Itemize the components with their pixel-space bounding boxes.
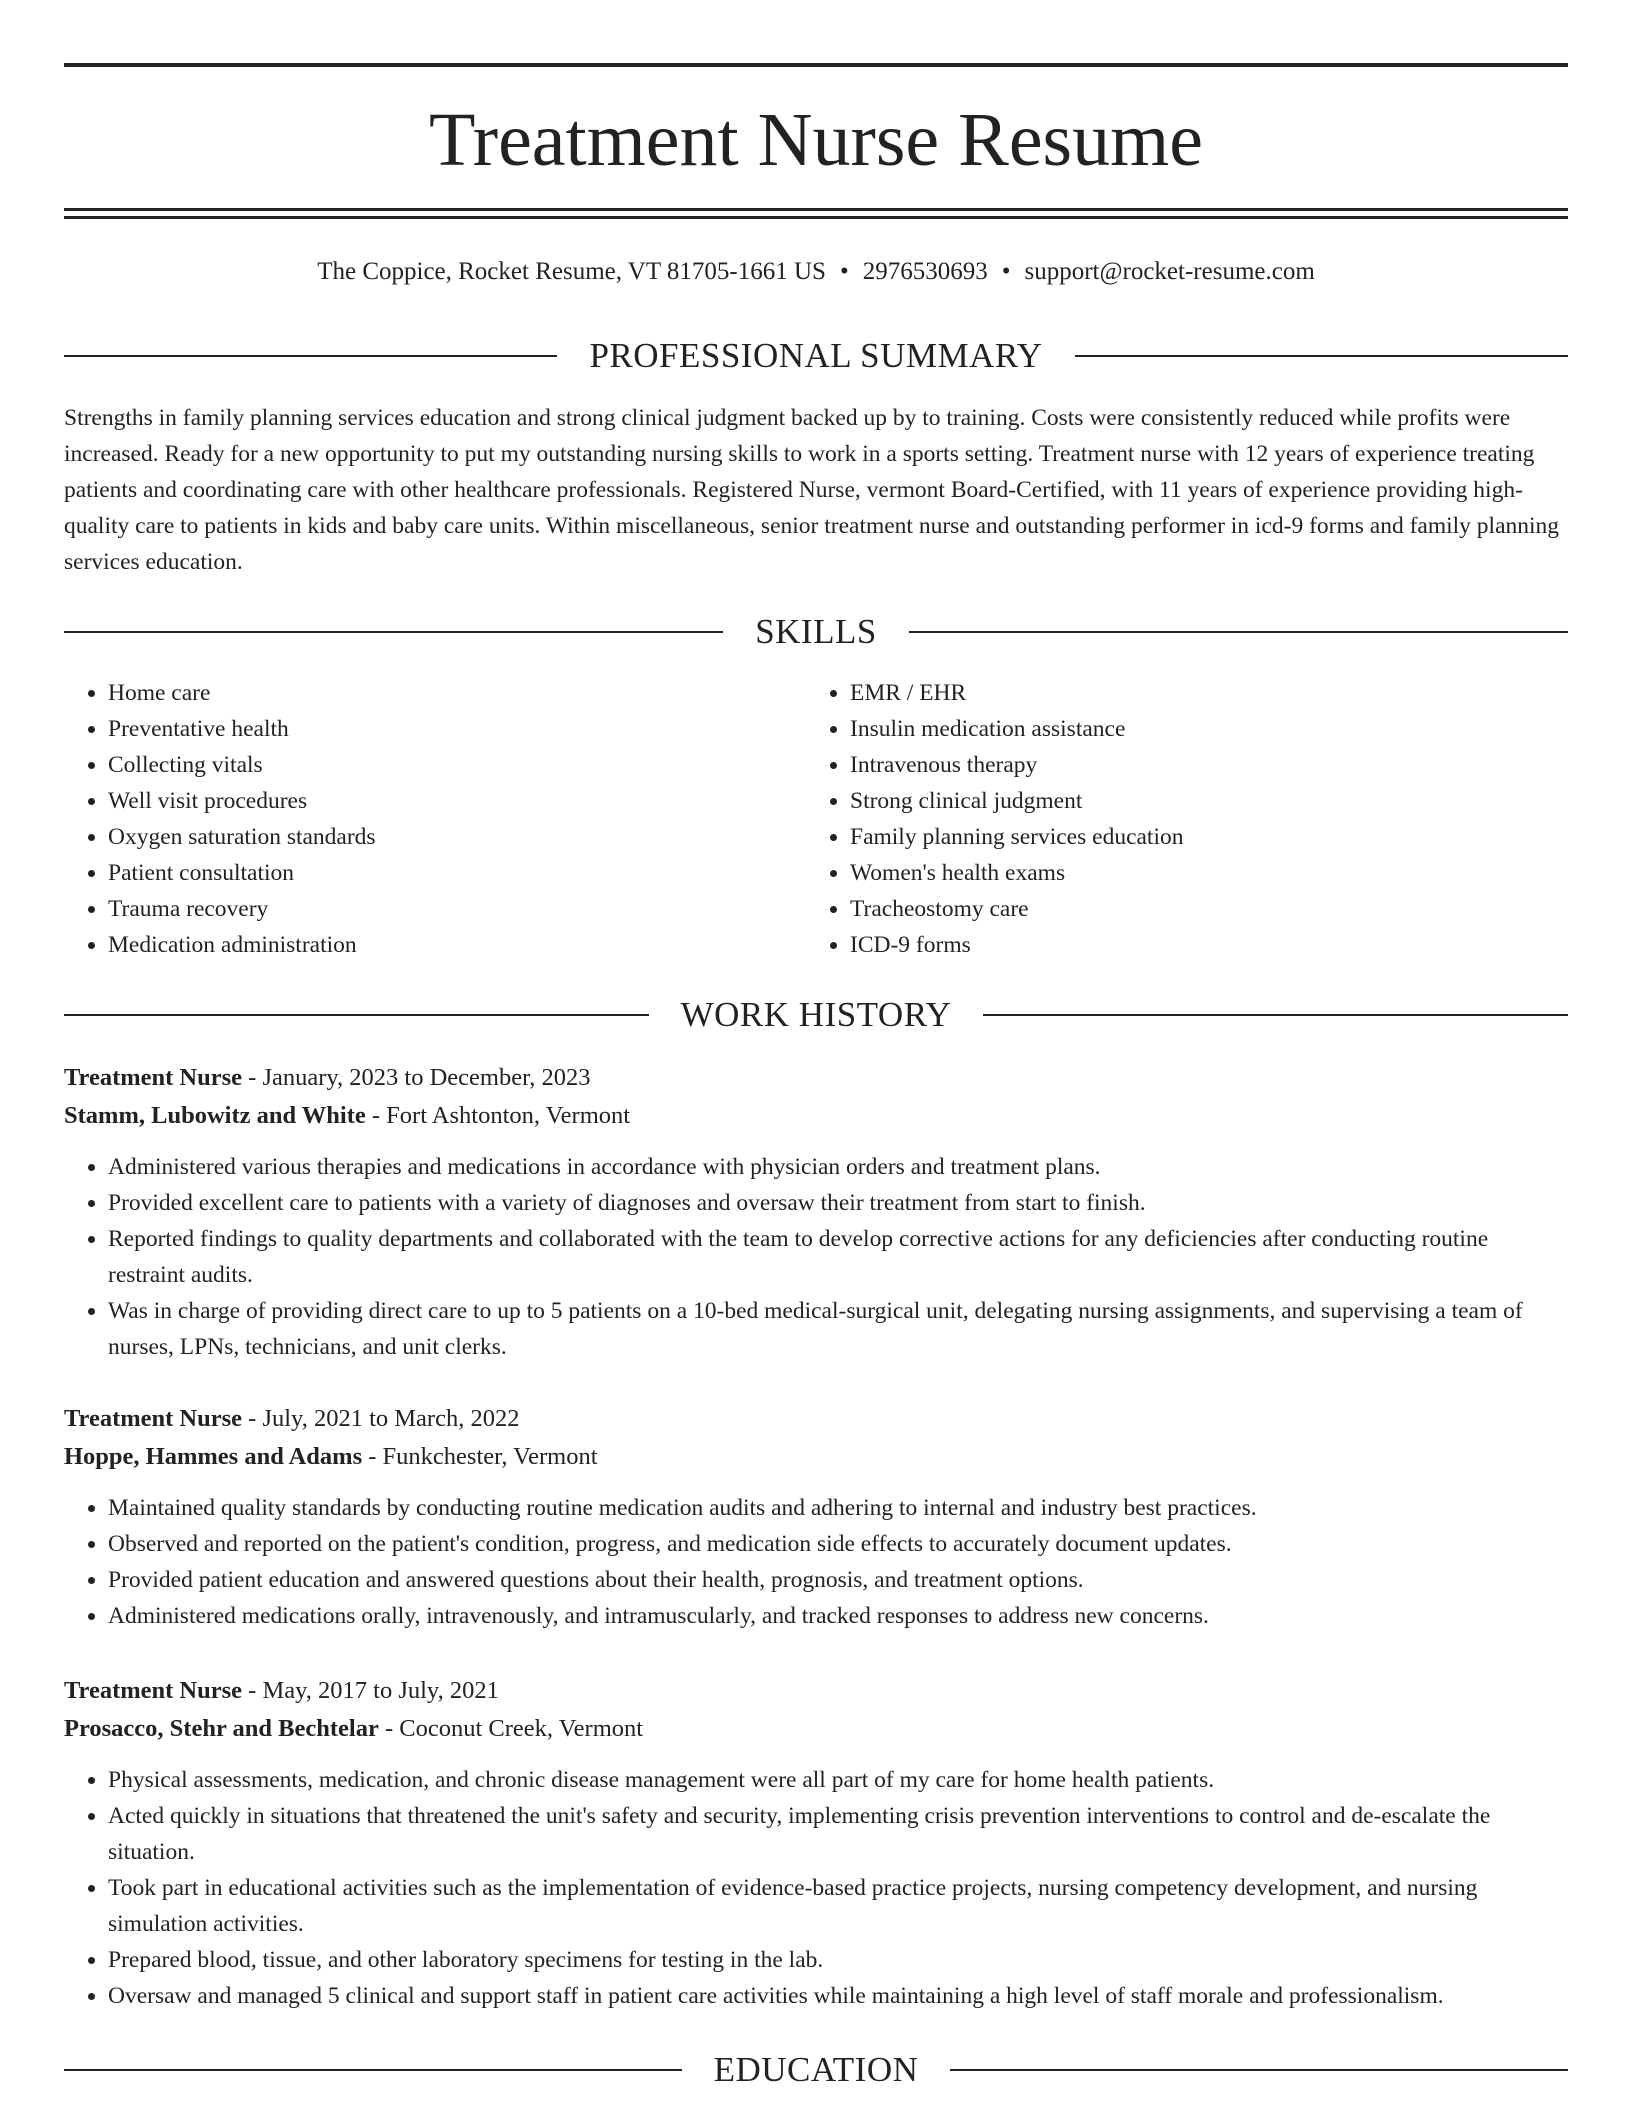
contact-phone: 2976530693	[862, 258, 988, 285]
section-title: PROFESSIONAL SUMMARY	[589, 336, 1043, 375]
section-divider-right	[1075, 355, 1568, 357]
job-bullet: • Provided patient education and answered questions about their health, prognosis, and treatment options.	[108, 1562, 1568, 1598]
section-divider-right	[909, 631, 1568, 633]
section-divider-left	[64, 631, 723, 633]
job-employer	[64, 1097, 1568, 1135]
job-title: Treatment Nurse	[64, 1064, 243, 1091]
contact-info	[64, 254, 1568, 290]
job-bullets	[64, 1762, 1568, 2014]
job-heading	[64, 1059, 1568, 1097]
job-entry	[64, 1059, 1568, 1365]
contact-email: support@rocket-resume.com	[1024, 258, 1315, 285]
section-header-skills	[64, 610, 1568, 654]
job-entry	[64, 1672, 1568, 2014]
job-title: Treatment Nurse	[64, 1677, 243, 1704]
job-bullets	[64, 1149, 1568, 1365]
section-title: SKILLS	[755, 612, 877, 651]
skill-item: • EMR / EHR	[850, 675, 1548, 711]
professional-summary-text: Strengths in family planning services education and strong clinical judgment backed up by to training. Costs were consistently reduced while profits were increased. Ready for a new opportunity to put my outstanding nursing skills to work in a sports setting. Treatment nurse with 12 years of experience treating patients and coordinating care with other healthcare professionals. Registered Nurse, vermont Board-Certified, with 11 years of experience providing high-quality care to patients in kids and baby care units. Within miscellaneous, senior treatment nurse and outstanding performer in icd-9 forms and family planning services education.	[64, 405, 1560, 575]
section-header-summary	[64, 334, 1568, 378]
job-bullet: • Observed and reported on the patient's condition, progress, and medication side effects to accurately document updates.	[108, 1526, 1568, 1562]
section-header-work-history	[64, 993, 1568, 1037]
skill-item: • Medication administration	[108, 927, 806, 963]
skill-item: • Home care	[108, 675, 806, 711]
skill-item: • Women's health exams	[850, 855, 1548, 891]
job-bullet: • Administered various therapies and medications in accordance with physician orders and treatment plans.	[108, 1149, 1568, 1185]
section-title: WORK HISTORY	[680, 995, 952, 1034]
resume-title: Treatment Nurse Resume	[429, 98, 1203, 182]
skill-item: • Insulin medication assistance	[850, 711, 1548, 747]
contact-separator: •	[1001, 258, 1011, 285]
skill-item: • Patient consultation	[108, 855, 806, 891]
contact-separator: •	[839, 258, 849, 285]
section-divider-left	[64, 2069, 682, 2071]
skill-item: • Preventative health	[108, 711, 806, 747]
job-entry	[64, 1400, 1568, 1634]
job-bullet: • Prepared blood, tissue, and other laboratory specimens for testing in the lab.	[108, 1942, 1568, 1978]
skill-item: • Strong clinical judgment	[850, 783, 1548, 819]
job-bullet: • Administered medications orally, intravenously, and intramuscularly, and tracked responses to address new concerns.	[108, 1598, 1568, 1634]
job-location: - Fort Ashtonton, Vermont	[365, 1102, 631, 1129]
job-bullet: • Took part in educational activities such as the implementation of evidence-based practice projects, nursing competency development, and nursing simulation activities.	[108, 1870, 1568, 1942]
contact-address: The Coppice, Rocket Resume, VT 81705-1661 US	[317, 258, 826, 285]
job-employer	[64, 1710, 1568, 1748]
job-bullet: • Was in charge of providing direct care to up to 5 patients on a 10-bed medical-surgical unit, delegating nursing assignments, and supervising a team of nurses, LPNs, technicians, and unit clerks.	[108, 1293, 1568, 1365]
job-bullet: • Provided excellent care to patients with a variety of diagnoses and oversaw their treatment from start to finish.	[108, 1185, 1568, 1221]
skill-item: • ICD-9 forms	[850, 927, 1548, 963]
job-bullet: • Oversaw and managed 5 clinical and support staff in patient care activities while maintaining a high level of staff morale and professionalism.	[108, 1978, 1568, 2014]
company-name: Prosacco, Stehr and Bechtelar	[64, 1715, 379, 1742]
section-title: EDUCATION	[713, 2050, 919, 2089]
section-divider-left	[64, 1014, 649, 1016]
skill-item: • Trauma recovery	[108, 891, 806, 927]
job-dates: - July, 2021 to March, 2022	[242, 1405, 520, 1432]
skill-item: • Intravenous therapy	[850, 747, 1548, 783]
top-divider	[64, 63, 1568, 67]
section-divider-right	[950, 2069, 1568, 2071]
skills-column-right	[806, 675, 1548, 963]
section-header-education	[64, 2048, 1568, 2092]
job-bullet: • Maintained quality standards by conducting routine medication audits and adhering to internal and industry best practices.	[108, 1490, 1568, 1526]
skills-column-left	[64, 675, 806, 963]
job-title: Treatment Nurse	[64, 1405, 243, 1432]
job-bullets	[64, 1490, 1568, 1634]
title-double-divider	[64, 208, 1568, 220]
section-divider-left	[64, 355, 557, 357]
skill-item: • Oxygen saturation standards	[108, 819, 806, 855]
company-name: Hoppe, Hammes and Adams	[64, 1443, 363, 1470]
skill-item: • Well visit procedures	[108, 783, 806, 819]
job-bullet: • Reported findings to quality departments and collaborated with the team to develop corrective actions for any deficiencies after conducting routine restraint audits.	[108, 1221, 1568, 1293]
job-location: - Funkchester, Vermont	[362, 1443, 598, 1470]
section-divider-right	[983, 1014, 1568, 1016]
company-name: Stamm, Lubowitz and White	[64, 1102, 366, 1129]
job-location: - Coconut Creek, Vermont	[378, 1715, 644, 1742]
job-bullet: • Acted quickly in situations that threatened the unit's safety and security, implementing crisis prevention interventions to control and de-escalate the situation.	[108, 1798, 1568, 1870]
job-dates: - May, 2017 to July, 2021	[242, 1677, 499, 1704]
job-heading	[64, 1672, 1568, 1710]
job-bullet: • Physical assessments, medication, and chronic disease management were all part of my care for home health patients.	[108, 1762, 1568, 1798]
skills-list	[64, 675, 1568, 963]
job-dates: - January, 2023 to December, 2023	[242, 1064, 591, 1091]
job-heading	[64, 1400, 1568, 1438]
skill-item: • Family planning services education	[850, 819, 1548, 855]
skill-item: • Tracheostomy care	[850, 891, 1548, 927]
skill-item: • Collecting vitals	[108, 747, 806, 783]
job-employer	[64, 1438, 1568, 1476]
